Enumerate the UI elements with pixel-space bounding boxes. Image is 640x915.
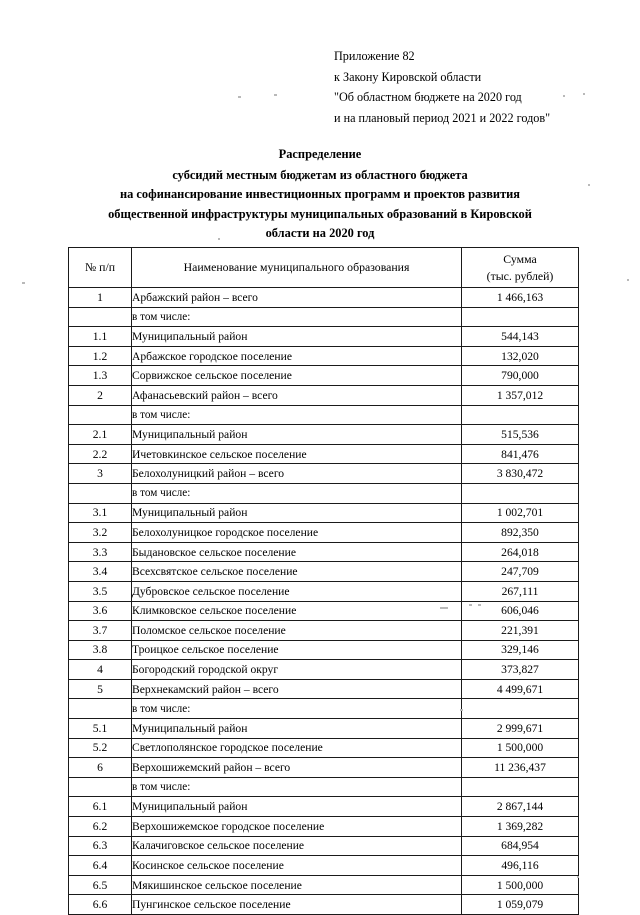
table-row: [69, 699, 579, 719]
column-header-sum: [462, 248, 579, 288]
table-row: [69, 523, 579, 543]
cell-municipality-name: Светлополянское городское поселение: [132, 738, 462, 758]
cell-row-number: 3.7: [69, 621, 132, 641]
cell-row-number: 3.2: [69, 523, 132, 543]
cell-row-number: 6.4: [69, 856, 132, 876]
title-line-4: общественной инфраструктуры муниципальных образований в Кировской: [108, 206, 532, 221]
cell-row-number: 6.6: [69, 895, 132, 915]
cell-municipality-name: Троицкое сельское поселение: [132, 640, 462, 660]
cell-amount: 247,709: [462, 562, 579, 582]
table-row: [69, 621, 579, 641]
cell-municipality-name: в том числе:: [132, 699, 462, 719]
cell-amount: [462, 405, 579, 425]
column-header-number: № п/п: [69, 248, 132, 288]
table-row: [69, 444, 579, 464]
table-row: [69, 738, 579, 758]
cell-row-number: 3.4: [69, 562, 132, 582]
cell-amount: 2 867,144: [462, 797, 579, 817]
cell-municipality-name: в том числе:: [132, 483, 462, 503]
cell-row-number: 4: [69, 660, 132, 680]
cell-municipality-name: Богородский городской округ: [132, 660, 462, 680]
appendix-reference-block: [334, 46, 634, 128]
cell-municipality-name: Муниципальный район: [132, 425, 462, 445]
cell-row-number: 3.6: [69, 601, 132, 621]
cell-row-number: 1: [69, 288, 132, 308]
table-row: [69, 405, 579, 425]
table-row: [69, 836, 579, 856]
cell-amount: 373,827: [462, 660, 579, 680]
cell-municipality-name: Пунгинское сельское поселение: [132, 895, 462, 915]
cell-amount: 496,116: [462, 856, 579, 876]
appendix-line-3: "Об областном бюджете на 2020 год: [334, 90, 522, 104]
cell-amount: 1 500,000: [462, 738, 579, 758]
cell-row-number: 6: [69, 758, 132, 778]
cell-row-number: 5.2: [69, 738, 132, 758]
table-row: [69, 542, 579, 562]
cell-municipality-name: Мякишинское сельское поселение: [132, 875, 462, 895]
table-row: [69, 817, 579, 837]
cell-row-number: 6.5: [69, 875, 132, 895]
cell-municipality-name: Верхошижемское городское поселение: [132, 817, 462, 837]
cell-municipality-name: Арбажский район – всего: [132, 288, 462, 308]
cell-row-number: 5.1: [69, 719, 132, 739]
cell-municipality-name: Сорвижское сельское поселение: [132, 366, 462, 386]
cell-amount: 3 830,472: [462, 464, 579, 484]
cell-row-number: 3.3: [69, 542, 132, 562]
table-body: [69, 288, 579, 915]
cell-amount: 1 369,282: [462, 817, 579, 837]
cell-municipality-name: Арбажское городское поселение: [132, 346, 462, 366]
cell-row-number: [69, 699, 132, 719]
cell-municipality-name: Белохолуницкий район – всего: [132, 464, 462, 484]
cell-row-number: [69, 777, 132, 797]
cell-amount: 221,391: [462, 621, 579, 641]
cell-row-number: 2.2: [69, 444, 132, 464]
cell-municipality-name: Афанасьевский район – всего: [132, 385, 462, 405]
scan-artifact: [627, 279, 629, 281]
cell-row-number: 3.8: [69, 640, 132, 660]
table-row: [69, 425, 579, 445]
column-header-sum-label: Сумма: [503, 252, 537, 266]
cell-amount: 2 999,671: [462, 719, 579, 739]
cell-row-number: 1.1: [69, 327, 132, 347]
appendix-line-2: к Закону Кировской области: [334, 69, 482, 84]
cell-municipality-name: Поломское сельское поселение: [132, 621, 462, 641]
cell-row-number: 1.3: [69, 366, 132, 386]
cell-amount: [462, 483, 579, 503]
cell-municipality-name: Ичетовкинское сельское поселение: [132, 444, 462, 464]
cell-amount: 11 236,437: [462, 758, 579, 778]
cell-municipality-name: Верхошижемский район – всего: [132, 758, 462, 778]
cell-row-number: 6.3: [69, 836, 132, 856]
cell-municipality-name: Муниципальный район: [132, 797, 462, 817]
table-row: [69, 483, 579, 503]
scan-artifact: [238, 96, 241, 98]
title-line-3: на софинансирование инвестиционных программ и проектов развития: [120, 187, 520, 201]
table-row: [69, 777, 579, 797]
cell-municipality-name: Верхнекамский район – всего: [132, 679, 462, 699]
cell-amount: 892,350: [462, 523, 579, 543]
cell-municipality-name: Муниципальный район: [132, 719, 462, 739]
table-row: [69, 660, 579, 680]
cell-amount: [462, 699, 579, 719]
cell-amount: 1 500,000: [462, 875, 579, 895]
cell-amount: 606,046: [462, 601, 579, 621]
table-row: [69, 679, 579, 699]
cell-municipality-name: в том числе:: [132, 777, 462, 797]
subsidy-distribution-table: [68, 247, 579, 915]
cell-amount: 329,146: [462, 640, 579, 660]
column-header-name: Наименование муниципального образования: [132, 248, 462, 288]
cell-amount: 1 357,012: [462, 385, 579, 405]
cell-municipality-name: Косинское сельское поселение: [132, 856, 462, 876]
table-header-row: [69, 248, 579, 288]
page-title: [30, 145, 610, 244]
cell-municipality-name: Муниципальный район: [132, 503, 462, 523]
cell-amount: 4 499,671: [462, 679, 579, 699]
cell-row-number: 3.1: [69, 503, 132, 523]
table-row: [69, 288, 579, 308]
cell-row-number: [69, 483, 132, 503]
cell-amount: 684,954: [462, 836, 579, 856]
table-row: [69, 385, 579, 405]
table-row: [69, 346, 579, 366]
table-row: [69, 719, 579, 739]
table-row: [69, 797, 579, 817]
scan-artifact: [274, 94, 277, 96]
table-row: [69, 875, 579, 895]
cell-municipality-name: Белохолуницкое городское поселение: [132, 523, 462, 543]
cell-amount: 544,143: [462, 327, 579, 347]
cell-amount: 264,018: [462, 542, 579, 562]
table-row: [69, 581, 579, 601]
scan-artifact: [22, 282, 25, 284]
title-line-2: субсидий местным бюджетам из областного бюджета: [172, 167, 468, 182]
column-header-sum-units: (тыс. рублей): [486, 268, 554, 283]
cell-row-number: 6.1: [69, 797, 132, 817]
cell-row-number: 3.5: [69, 581, 132, 601]
table-row: [69, 503, 579, 523]
cell-municipality-name: Климковское сельское поселение: [132, 601, 462, 621]
cell-row-number: 3: [69, 464, 132, 484]
table-row: [69, 464, 579, 484]
cell-row-number: [69, 405, 132, 425]
cell-amount: [462, 777, 579, 797]
table-row: [69, 327, 579, 347]
table-row: [69, 562, 579, 582]
table-row: [69, 856, 579, 876]
title-line-1: Распределение: [278, 147, 362, 161]
cell-municipality-name: Всехсвятское сельское поселение: [132, 562, 462, 582]
title-line-5: области на 2020 год: [265, 226, 375, 240]
cell-municipality-name: Муниципальный район: [132, 327, 462, 347]
table-header: [69, 248, 579, 288]
cell-amount: 841,476: [462, 444, 579, 464]
table-row: [69, 307, 579, 327]
cell-amount: 1 466,163: [462, 288, 579, 308]
cell-amount: 1 059,079: [462, 895, 579, 915]
cell-amount: 790,000: [462, 366, 579, 386]
cell-row-number: 1.2: [69, 346, 132, 366]
cell-amount: 515,536: [462, 425, 579, 445]
cell-amount: 1 002,701: [462, 503, 579, 523]
cell-municipality-name: Дубровское сельское поселение: [132, 581, 462, 601]
cell-municipality-name: в том числе:: [132, 405, 462, 425]
cell-row-number: 6.2: [69, 817, 132, 837]
appendix-line-1: Приложение 82: [334, 49, 415, 63]
appendix-line-4: и на плановый период 2021 и 2022 годов": [334, 110, 551, 125]
cell-municipality-name: в том числе:: [132, 307, 462, 327]
cell-row-number: 2.1: [69, 425, 132, 445]
cell-municipality-name: Калачиговское сельское поселение: [132, 836, 462, 856]
cell-amount: 267,111: [462, 581, 579, 601]
table-row: [69, 640, 579, 660]
cell-row-number: [69, 307, 132, 327]
cell-row-number: 2: [69, 385, 132, 405]
table-row: [69, 758, 579, 778]
cell-municipality-name: Быдановское сельское поселение: [132, 542, 462, 562]
table-row: [69, 601, 579, 621]
cell-amount: [462, 307, 579, 327]
cell-row-number: 5: [69, 679, 132, 699]
table-row: [69, 366, 579, 386]
cell-amount: 132,020: [462, 346, 579, 366]
